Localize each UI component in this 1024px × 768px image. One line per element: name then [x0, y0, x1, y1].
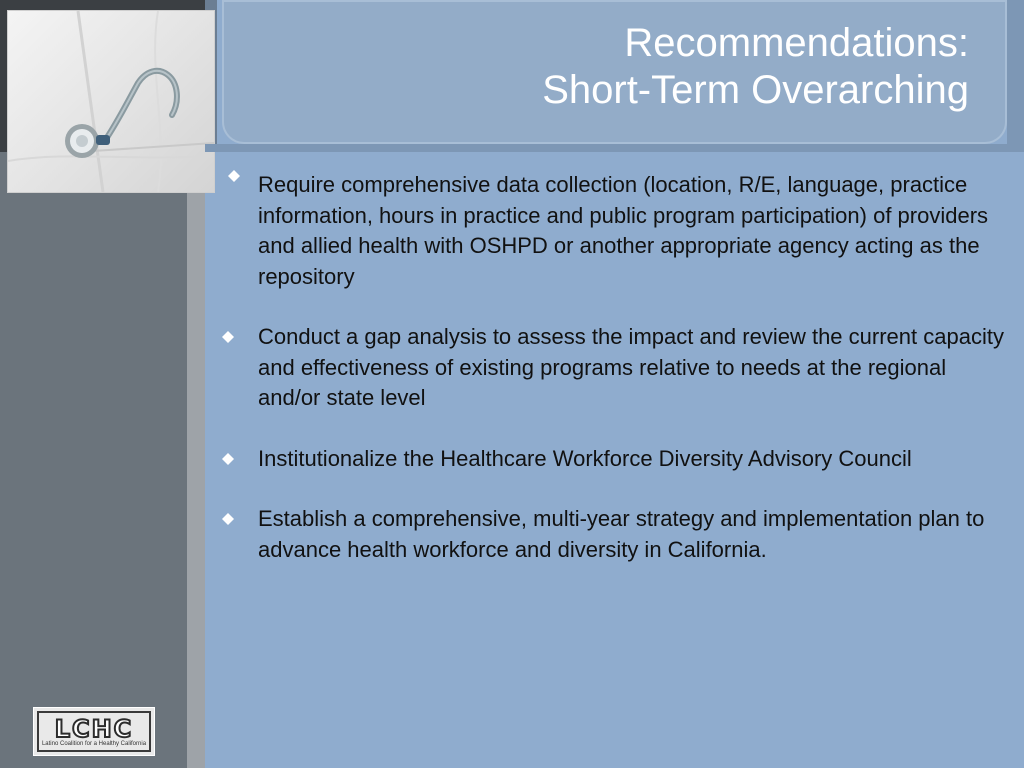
bullet-text: Establish a comprehensive, multi-year strategy and implementation plan to advance health workforce and diversity in California. — [258, 506, 985, 562]
logo-tagline: Latino Coalition for a Healthy California — [41, 741, 147, 747]
bullet-item — [216, 170, 1006, 292]
title-band — [205, 144, 1024, 152]
diamond-bullet-icon — [222, 331, 234, 343]
doctor-coat-photo — [8, 11, 214, 192]
diamond-bullet-icon — [222, 453, 234, 465]
title-right-edge — [1007, 0, 1024, 144]
bullet-item — [216, 504, 1006, 565]
logo-frame — [37, 711, 151, 752]
diamond-bullet-icon — [222, 513, 234, 525]
logo-letters: LCHC — [54, 715, 134, 743]
left-strip — [187, 152, 205, 768]
bullet-text: Conduct a gap analysis to assess the impact and review the current capacity and effectiveness of existing programs relative to needs at the regional and/or state level — [258, 324, 1004, 410]
bullet-list — [216, 170, 1006, 595]
slide-title — [542, 20, 969, 114]
bullet-item — [216, 444, 1006, 475]
lchc-logo — [33, 707, 155, 756]
diamond-bullet-icon — [228, 170, 240, 182]
left-panel — [0, 152, 187, 768]
title-line-2: Short-Term Overarching — [542, 68, 969, 112]
bullet-text: Institutionalize the Healthcare Workforce Diversity Advisory Council — [258, 445, 912, 471]
title-line-1: Recommendations: — [624, 21, 969, 65]
bullet-text: Require comprehensive data collection (location, R/E, language, practice information, hours in practice and public program participation) of providers and allied health with OSHPD or another appropriate agency acting as the repository — [258, 172, 989, 289]
title-box — [222, 0, 1007, 144]
stethoscope-icon — [8, 11, 214, 192]
bullet-item — [216, 322, 1006, 414]
